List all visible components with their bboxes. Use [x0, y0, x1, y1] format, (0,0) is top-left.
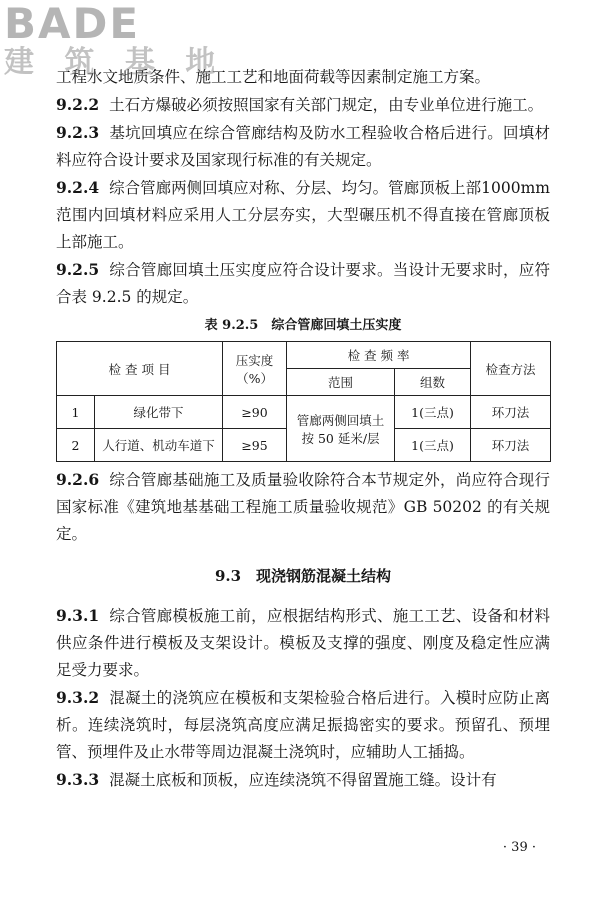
- clause-text: 综合管廊两侧回填应对称、分层、均匀。管廊顶板上部1000mm 范围内回填材料应采用人工分层夯实，大型碾压机不得直接在管廊顶板上部施工。: [56, 179, 550, 251]
- clause-9-2-5: [56, 256, 550, 311]
- clause-9-2-3: [56, 119, 550, 174]
- clause-text: 综合管廊基础施工及质量验收除符合本节规定外，尚应符合现行国家标准《建筑地基基础工程施工质量验收规范》GB 50202 的有关规定。: [56, 471, 550, 543]
- row-item: 绿化带下: [95, 396, 223, 429]
- clause-text: 混凝土底板和顶板，应连续浇筑不得留置施工缝。设计有: [109, 771, 497, 789]
- row-compaction: ≥90: [223, 396, 287, 429]
- page-number: · 39 ·: [502, 840, 536, 855]
- clause-text: 混凝土的浇筑应在模板和支架检验合格后进行。入模时应防止离析。连续浇筑时，每层浇筑高度应满足振捣密实的要求。预留孔、预埋管、预埋件及止水带等周边混凝土浇筑时，应辅助人工插捣。: [56, 689, 550, 761]
- clause-number: 9.2.2: [56, 95, 100, 114]
- clause-9-3-2: [56, 684, 550, 766]
- row-number: 1: [57, 396, 95, 429]
- row-number: 2: [57, 429, 95, 462]
- clause-9-2-6: [56, 466, 550, 548]
- clause-9-2-2: [56, 91, 550, 119]
- watermark-cjk-text: 建 筑 基 地: [4, 45, 226, 80]
- row-compaction: ≥95: [223, 429, 287, 462]
- table-title: 表 9.2.5 综合管廊回填土压实度: [204, 318, 402, 333]
- clause-9-3-3: [56, 766, 550, 794]
- header-frequency: 检 查 频 率: [287, 342, 471, 369]
- clause-number: 9.2.4: [56, 178, 100, 197]
- section-heading: 9.3 现浇钢筋混凝土结构: [214, 567, 392, 585]
- paragraph-text: 工程水文地质条件、施工工艺和地面荷载等因素制定施工方案。: [56, 68, 491, 86]
- row-scope-merged: 管廊两侧回填土按 50 延米/层: [287, 396, 395, 462]
- clause-number: 9.3.1: [56, 606, 100, 625]
- clause-text: 综合管廊回填土压实度应符合设计要求。当设计无要求时，应符合表 9.2.5 的规定。: [56, 261, 550, 306]
- row-method: 环刀法: [471, 429, 551, 462]
- bade-watermark-logo: [4, 0, 225, 80]
- clause-number: 9.2.3: [56, 123, 100, 142]
- row-groups: 1(三点): [395, 396, 471, 429]
- header-scope: 范围: [287, 369, 395, 396]
- header-groups: 组数: [395, 369, 471, 396]
- table-row: [57, 396, 551, 429]
- compaction-table: [56, 341, 551, 462]
- clause-number: 9.3.2: [56, 688, 100, 707]
- clause-9-2-4: [56, 174, 550, 256]
- clause-text: 土石方爆破必须按照国家有关部门规定，由专业单位进行施工。: [109, 96, 544, 114]
- watermark-latin-text: BADE: [4, 0, 141, 48]
- header-check-item: 检 查 项 目: [57, 342, 223, 396]
- clause-number: 9.2.5: [56, 260, 100, 279]
- row-method: 环刀法: [471, 396, 551, 429]
- row-item: 人行道、机动车道下: [95, 429, 223, 462]
- clause-text: 基坑回填应在综合管廊结构及防水工程验收合格后进行。回填材料应符合设计要求及国家现行标准的有关规定。: [56, 124, 550, 169]
- clause-9-3-1: [56, 602, 550, 684]
- row-groups: 1(三点): [395, 429, 471, 462]
- header-compaction: 压实度（%）: [223, 342, 287, 396]
- clause-text: 综合管廊模板施工前，应根据结构形式、施工工艺、设备和材料供应条件进行模板及支架设计。模板及支撑的强度、刚度及稳定性应满足受力要求。: [56, 607, 550, 679]
- header-method: 检查方法: [471, 342, 551, 396]
- clause-number: 9.3.3: [56, 770, 100, 789]
- clause-number: 9.2.6: [56, 470, 100, 489]
- page-body: [56, 64, 550, 794]
